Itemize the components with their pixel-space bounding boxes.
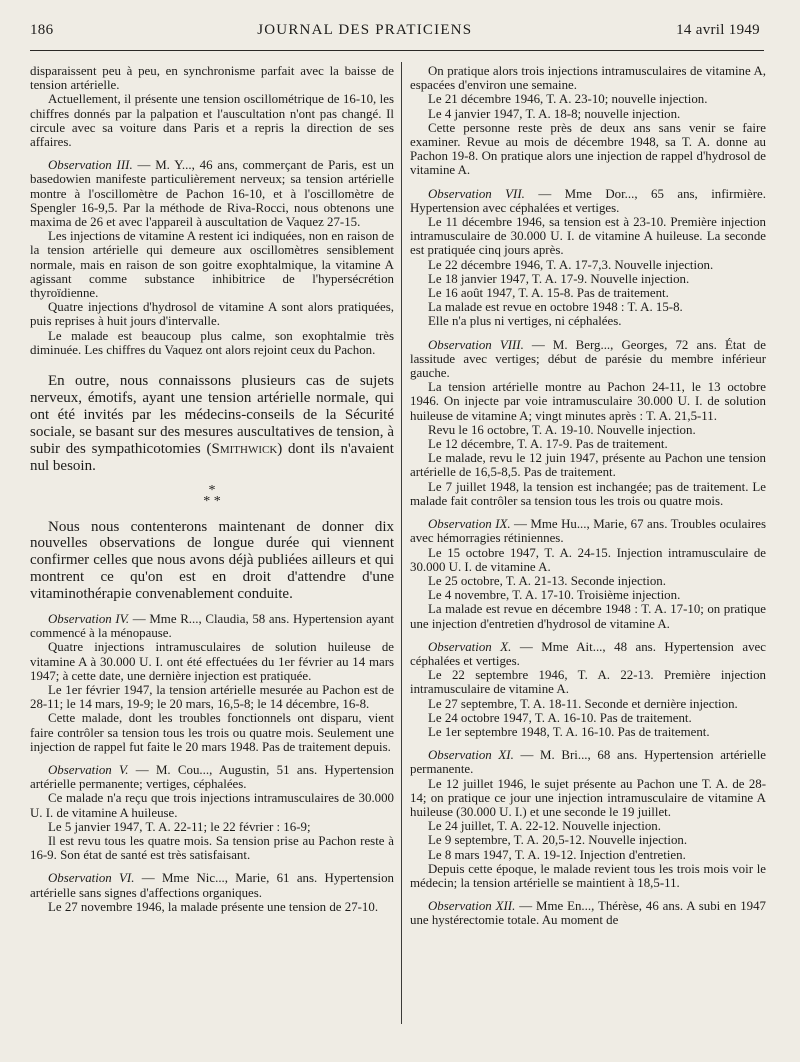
journal-title: JOURNAL DES PRATICIENS <box>257 22 473 38</box>
observation-8 <box>410 338 766 381</box>
paragraph: Le 27 septembre, T. A. 18-11. Seconde et dernière injection. <box>428 696 738 711</box>
paragraph: Le 22 septembre 1946, T. A. 22-13. Première injection intramusculaire de vitamine A. <box>410 668 766 697</box>
paragraph: Elle n'a plus ni vertiges, ni céphalées. <box>428 314 622 329</box>
observation-label: Observation IV. <box>48 612 130 627</box>
paragraph: Le malade est beaucoup plus calme, son exophtalmie très diminuée. Les chiffres du Vaquez ont alors rejoint ceux du Pachon. <box>30 328 394 357</box>
observation-3 <box>30 158 394 229</box>
right-column <box>410 64 766 928</box>
observation-label: Observation VI. <box>48 871 135 886</box>
paragraph: Il est revu tous les quatre mois. Sa tension prise au Pachon reste à 16-9. Son état de santé est très satisfaisant. <box>30 834 394 863</box>
observation-7 <box>410 187 766 215</box>
header-rule <box>30 50 764 51</box>
paragraph: La malade est revue en décembre 1948 : T. A. 17-10; on pratique une injection d'entretien d'hydrosol de vitamine A. <box>410 602 766 631</box>
paragraph: La malade est revue en octobre 1948 : T. A. 15-8. <box>428 300 683 315</box>
paragraph: Cette personne reste près de deux ans sans venir se faire examiner. Revue au mois de décembre 1948, sa T. A. donne au Pachon 19-8. On pratique alors une injection de rappel d'hydrosol de vitamine A. <box>410 120 766 178</box>
paragraph: Le 1er septembre 1948, T. A. 16-10. Pas de traitement. <box>428 724 710 739</box>
paragraph: Actuellement, il présente une tension oscillométrique de 16-10, les chiffres donnés par la palpation et l'auscultation n'ont pas changé. Il circule avec sa voiture dans Paris et a repris la direction de ses affaires. <box>30 92 394 150</box>
paragraph: Le 16 août 1947, T. A. 15-8. Pas de traitement. <box>428 286 669 301</box>
paragraph: Le 9 septembre, T. A. 20,5-12. Nouvelle injection. <box>428 833 688 848</box>
page-header <box>30 22 760 46</box>
paragraph-large: En outre, nous connaissons plusieurs cas de sujets nerveux, émotifs, ayant une tension artérielle normale, qui ont été invités par les médecins-conseils de la Sécurité sociale, se basant sur des mesures auscultatives de tension, à subir des sympathicotomies (Smithwick) dont ils n'avaient nul besoin. <box>30 373 394 474</box>
paragraph: Ce malade n'a reçu que trois injections intramusculaires de 30.000 U. I. de vitamine A huileuse. <box>30 791 394 820</box>
observation-label: Observation V. <box>48 763 129 778</box>
observation-label: Observation VIII. <box>428 337 524 352</box>
observation-11 <box>410 748 766 776</box>
paragraph: Quatre injections d'hydrosol de vitamine A sont alors pratiquées, puis reprises à huit jours d'intervalle. <box>30 300 394 329</box>
paragraph: Le 4 novembre, T. A. 17-10. Troisième injection. <box>428 588 681 603</box>
paragraph: Le 25 octobre, T. A. 21-13. Seconde injection. <box>428 573 666 588</box>
paragraph: Le 7 juillet 1948, la tension est inchangée; pas de traitement. Le malade fait contrôler sa tension tous les trois ou quatre mois. <box>410 479 766 508</box>
observation-text: — Mme Hu..., Marie, 67 ans. Troubles oculaires avec hémorragies rétiniennes. <box>410 517 766 546</box>
paragraph: Le 18 janvier 1947, T. A. 17-9. Nouvelle injection. <box>428 271 690 286</box>
paragraph: Le 22 décembre 1946, T. A. 17-7,3. Nouvelle injection. <box>428 257 714 272</box>
paragraph: Le 11 décembre 1946, sa tension est à 23-10. Première injection intramusculaire de 30.000 U. I. de vitamine A huileuse. La seconde est pratiquée cinq jours après. <box>410 215 766 258</box>
observation-5 <box>30 763 394 791</box>
paragraph: Quatre injections intramusculaires de solution huileuse de vitamine A à 30.000 U. I. ont été effectuées du 1er février au 14 mars 1947; à cette date, une dernière injection est pratiquée. <box>30 640 394 683</box>
paragraph: Depuis cette époque, le malade revient tous les trois mois voir le médecin; la tension artérielle se maintient à 18,5-11. <box>410 861 766 890</box>
section-separator: * * * <box>203 482 221 509</box>
observation-6 <box>30 871 394 899</box>
paragraph: Revu le 16 octobre, T. A. 19-10. Nouvelle injection. <box>428 422 696 437</box>
observation-text: — Mme Ait..., 48 ans. Hypertension avec céphalées et vertiges. <box>410 639 766 668</box>
page-number: 186 <box>30 22 54 38</box>
paragraph: Le 15 octobre 1947, T. A. 24-15. Injection intramusculaire de 30.000 U. I. de vitamine A. <box>410 545 766 574</box>
paragraph: On pratique alors trois injections intramusculaires de vitamine A, espacées d'environ une semaine. <box>410 64 766 93</box>
left-column <box>30 64 394 914</box>
paragraph: Le 8 mars 1947, T. A. 19-12. Injection d'entretien. <box>428 847 686 862</box>
observation-text: — Mme En..., Thérèse, 46 ans. A subi en 1947 une hystérectomie totale. Au moment de <box>410 899 766 928</box>
observation-9 <box>410 517 766 545</box>
observation-label: Observation VII. <box>428 186 525 201</box>
paragraph: Cette malade, dont les troubles fonctionnels ont disparu, vient faire contrôler sa tension tous les trois ou quatre mois. Seulement une injection de rappel fut faite le 20 mars 1948. Pas de traitement depuis. <box>30 711 394 754</box>
paragraph: Le 24 juillet, T. A. 22-12. Nouvelle injection. <box>428 819 661 834</box>
paragraph: Les injections de vitamine A restent ici indiquées, non en raison de la tension artérielle qui demeure aux oscillomètres sensiblement normale, mais en raison de son goitre exophtalmique, la vitamine A agissant comme substance inhibitrice de l'hypersécrétion thyroïdienne. <box>30 229 394 301</box>
paragraph: Le 12 juillet 1946, le sujet présente au Pachon une T. A. de 28-14; on pratique ce jour une injection intramusculaire de vitamine A huileuse (30.000 U. I.) et une seconde le 19 juillet. <box>410 776 766 819</box>
observation-text: — M. Bri..., 68 ans. Hypertension artérielle permanente. <box>410 748 766 777</box>
observation-10 <box>410 640 766 668</box>
observation-label: Observation XII. <box>428 899 516 914</box>
observation-label: Observation X. <box>428 639 512 654</box>
observation-text: — Mme Nic..., Marie, 61 ans. Hypertension artérielle sans signes d'affections organiques. <box>30 871 394 900</box>
paragraph: Le 12 décembre, T. A. 17-9. Pas de traitement. <box>428 437 668 452</box>
paragraph-large: Nous nous contenterons maintenant de donner dix nouvelles observations de longue durée qui viennent confirmer celles que nous avons déjà publiées ailleurs et qui montrent ce qu'on est en droit d'attendre d'une vitaminothérapie convenablement conduite. <box>30 518 394 603</box>
observation-text: — M. Y..., 46 ans, commerçant de Paris, est un basedowien manifeste particulièrement nerveux; sa tension artérielle montre à l'oscillomètre de Pachon 16-10, et à l'oscillomètre de Spengler 16-9,5. Par la méthode de Riva-Rocci, nous obtenons une maxima de 26 et avec l'appareil à auscultation de Vaquez 27-15. <box>30 158 394 230</box>
observation-text: — Mme Dor..., 65 ans, infirmière. Hypertension avec céphalées et vertiges. <box>410 186 766 215</box>
observation-text: — M. Berg..., Georges, 72 ans. État de lassitude avec vertiges; début de parésie du membre inférieur gauche. <box>410 337 766 381</box>
observation-text: — M. Cou..., Augustin, 51 ans. Hypertension artérielle permanente; vertiges, céphalées. <box>30 763 395 792</box>
paragraph: Le malade, revu le 12 juin 1947, présente au Pachon une tension artérielle de 16,5-8,5. Pas de traitement. <box>410 451 766 480</box>
paragraph: La tension artérielle montre au Pachon 24-11, le 13 octobre 1946. On injecte par voie intramusculaire 30.000 U. I. de solution huileuse de vitamine A; vingt minutes après : T. A. 21,5-11. <box>410 380 766 423</box>
paragraph: Le 24 octobre 1947, T. A. 16-10. Pas de traitement. <box>428 710 692 725</box>
observation-label: Observation XI. <box>428 748 514 763</box>
observation-label: Observation III. <box>48 158 133 173</box>
observation-4 <box>30 612 394 640</box>
observation-text: — Mme R..., Claudia, 58 ans. Hypertension ayant commencé à la ménopause. <box>30 612 394 641</box>
column-divider <box>401 62 402 1024</box>
observation-12 <box>410 899 766 927</box>
paragraph: Le 1er février 1947, la tension artérielle mesurée au Pachon est de 28-11; le 14 mars, 19-9; le 20 mars, 16,5-8; le 14 décembre, 16-8. <box>30 683 394 712</box>
paragraph: Le 27 novembre 1946, la malade présente une tension de 27-10. <box>48 899 379 914</box>
paragraph: disparaissent peu à peu, en synchronisme parfait avec la baisse de tension artérielle. <box>30 64 394 93</box>
paragraph: Le 4 janvier 1947, T. A. 18-8; nouvelle injection. <box>428 106 681 121</box>
author-name: Smithwick <box>211 440 278 457</box>
paragraph: Le 21 décembre 1946, T. A. 23-10; nouvelle injection. <box>428 92 708 107</box>
paragraph: Le 5 janvier 1947, T. A. 22-11; le 22 février : 16-9; <box>48 819 311 834</box>
issue-date: 14 avril 1949 <box>676 22 760 38</box>
observation-label: Observation IX. <box>428 517 511 532</box>
